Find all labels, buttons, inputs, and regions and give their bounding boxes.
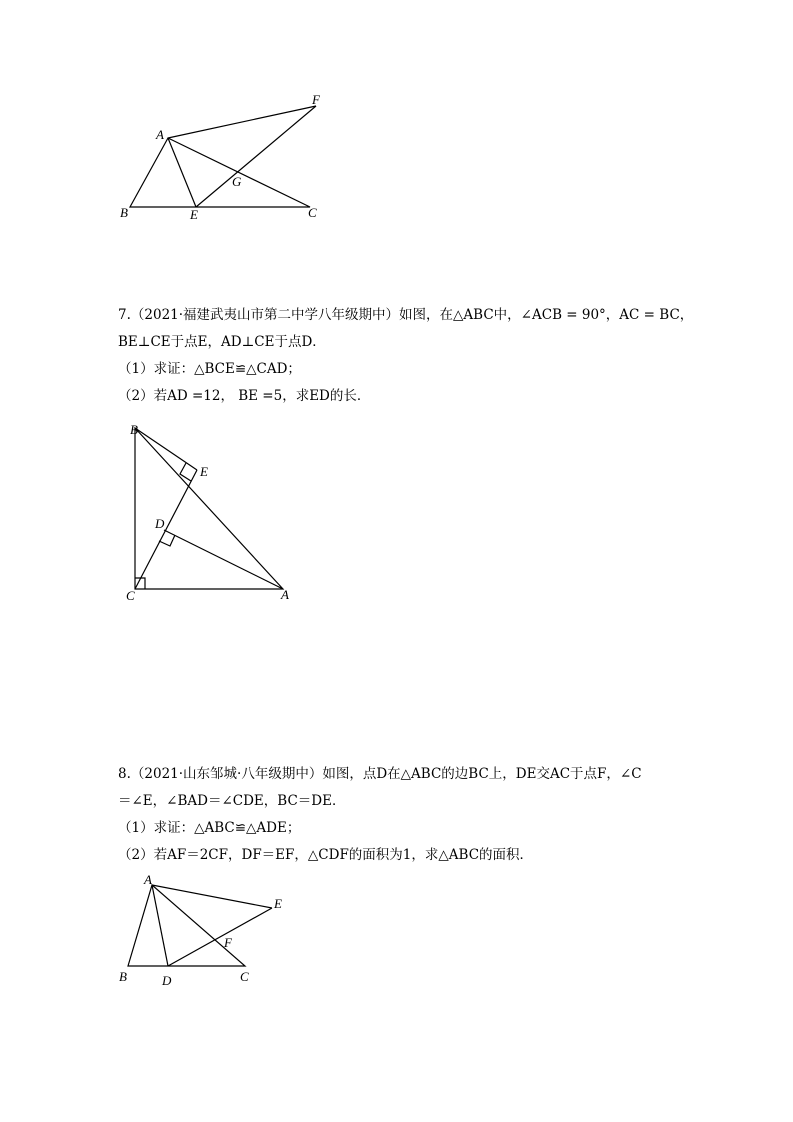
problem8-q2: （2）若AF＝2CF，DF＝EF，△CDF的面积为1，求△ABC的面积． <box>118 847 534 863</box>
label-c: C <box>126 588 135 603</box>
label-b: B <box>120 205 128 220</box>
problem8-line1: 8.（2021·山东邹城·八年级期中）如图，点D在△ABC的边BC上，DE交AC于点F，∠C <box>118 766 642 782</box>
label-f: F <box>224 935 232 950</box>
segment-de <box>168 908 272 966</box>
problem7-number: 7 <box>118 307 127 323</box>
segment-ad <box>164 530 283 589</box>
figure-problem8 <box>0 860 793 1000</box>
segment-ce <box>135 470 197 589</box>
problem7-line1: 7.（2021·福建武夷山市第二中学八年级期中）如图，在△ABC中，∠ACB = 90°，AC = BC， <box>118 307 694 323</box>
right-angle-d <box>159 535 175 546</box>
label-a: A <box>281 587 289 602</box>
segment-ae <box>152 885 272 908</box>
segment-ef <box>196 106 316 207</box>
label-c: C <box>240 969 249 984</box>
problem8-text1: 如图，点D在△ABC的边BC上，DE交AC于点F，∠C <box>322 766 642 782</box>
problem8-source: （2021·山东邹城·八年级期中） <box>130 766 323 782</box>
problem7-source: （2021·福建武夷山市第二中学八年级期中） <box>130 307 400 323</box>
segment-ae <box>168 138 196 207</box>
triangle-abc <box>135 428 283 589</box>
problem7-line2: BE⊥CE于点E，AD⊥CE于点D． <box>118 334 326 350</box>
label-b: B <box>130 422 138 437</box>
figure-top <box>0 0 793 240</box>
label-g: G <box>232 174 242 189</box>
problem7-text1: 如图，在△ABC中，∠ACB = 90°，AC = BC， <box>399 307 694 323</box>
figure-problem7 <box>0 410 793 610</box>
problem8-number: 8 <box>118 766 127 782</box>
label-b: B <box>119 969 127 984</box>
segment-be <box>135 428 197 470</box>
label-a: A <box>144 872 152 887</box>
label-a: A <box>156 127 164 142</box>
problem7-q2: （2）若AD =12， BE =5，求ED的长． <box>118 388 371 404</box>
problem7-q1: （1）求证：△BCE≌△CAD； <box>118 361 301 377</box>
segment-af <box>168 106 316 138</box>
label-e: E <box>200 464 208 479</box>
label-e: E <box>190 207 198 222</box>
label-d: D <box>162 973 172 988</box>
problem8-line2: ＝∠E，∠BAD＝∠CDE，BC＝DE． <box>118 793 346 809</box>
label-f: F <box>312 92 320 107</box>
triangle-abc <box>128 885 245 966</box>
label-e: E <box>274 896 282 911</box>
label-c: C <box>308 205 317 220</box>
problem8-q1: （1）求证：△ABC≌△ADE； <box>118 820 301 836</box>
label-d: D <box>155 516 165 531</box>
triangle-abc <box>130 138 310 207</box>
